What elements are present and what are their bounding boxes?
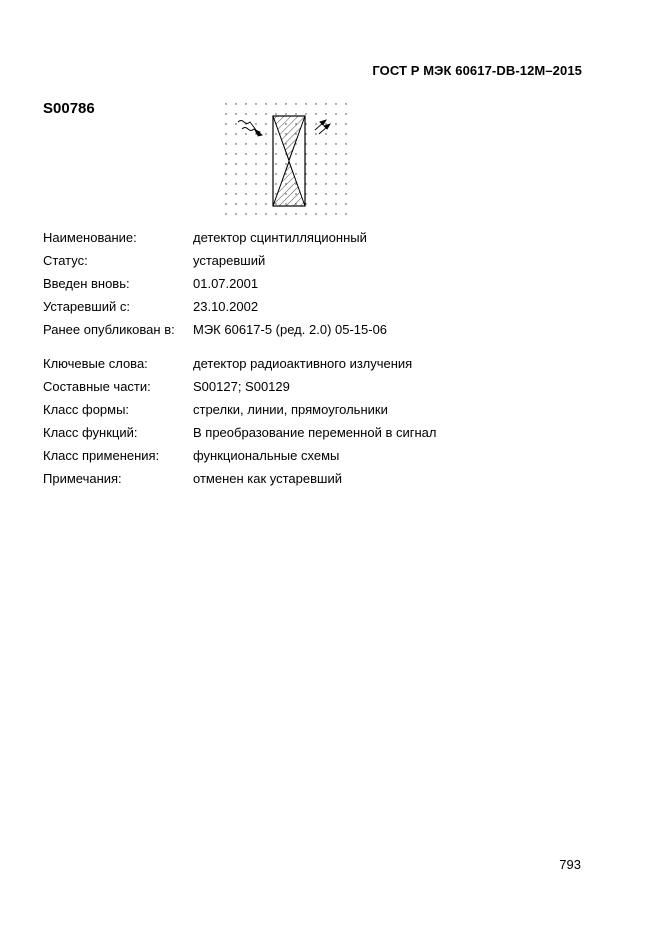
- property-row: [43, 421, 583, 444]
- property-label: Класс функций:: [43, 425, 138, 440]
- incoming-radiation-icon: [238, 121, 262, 137]
- extra-properties: [43, 352, 583, 490]
- property-value: устаревший: [193, 253, 266, 268]
- property-value: детектор сцинтилляционный: [193, 230, 367, 245]
- standard-header: ГОСТ Р МЭК 60617-DB-12M–2015: [372, 63, 582, 78]
- symbol-code: S00786: [43, 100, 95, 117]
- property-row: [43, 444, 583, 467]
- property-row: [43, 375, 583, 398]
- property-row: [43, 226, 583, 249]
- property-label: Примечания:: [43, 471, 122, 486]
- property-row: [43, 295, 583, 318]
- property-label: Введен вновь:: [43, 276, 130, 291]
- property-row: [43, 272, 583, 295]
- property-row: [43, 467, 583, 490]
- property-label: Ранее опубликован в:: [43, 322, 175, 337]
- symbol-properties: [43, 226, 583, 490]
- property-row: [43, 352, 583, 375]
- property-label: Устаревший с:: [43, 299, 130, 314]
- property-value: стрелки, линии, прямоугольники: [193, 402, 388, 417]
- property-row: [43, 398, 583, 421]
- upper-hatched-triangle: [273, 116, 305, 160]
- page-number: 793: [559, 857, 581, 872]
- scintillation-detector-symbol: [222, 100, 350, 224]
- property-value: отменен как устаревший: [193, 471, 342, 486]
- property-label: Составные части:: [43, 379, 151, 394]
- property-label: Статус:: [43, 253, 88, 268]
- property-label: Класс формы:: [43, 402, 130, 417]
- main-properties: [43, 226, 583, 341]
- property-label: Класс применения:: [43, 448, 160, 463]
- outgoing-light-icon: [315, 120, 330, 134]
- property-value: функциональные схемы: [193, 448, 340, 463]
- property-label: Ключевые слова:: [43, 356, 148, 371]
- property-value: В преобразование переменной в сигнал: [193, 425, 437, 440]
- property-value: 01.07.2001: [193, 276, 259, 291]
- property-value: МЭК 60617-5 (ред. 2.0) 05-15-06: [193, 322, 388, 337]
- property-row: [43, 249, 583, 272]
- property-row: [43, 318, 583, 341]
- lower-hatched-triangle: [273, 162, 305, 206]
- property-value: S00127; S00129: [193, 379, 290, 394]
- property-label: Наименование:: [43, 230, 137, 245]
- property-value: детектор радиоактивного излучения: [193, 356, 413, 371]
- property-value: 23.10.2002: [193, 299, 259, 314]
